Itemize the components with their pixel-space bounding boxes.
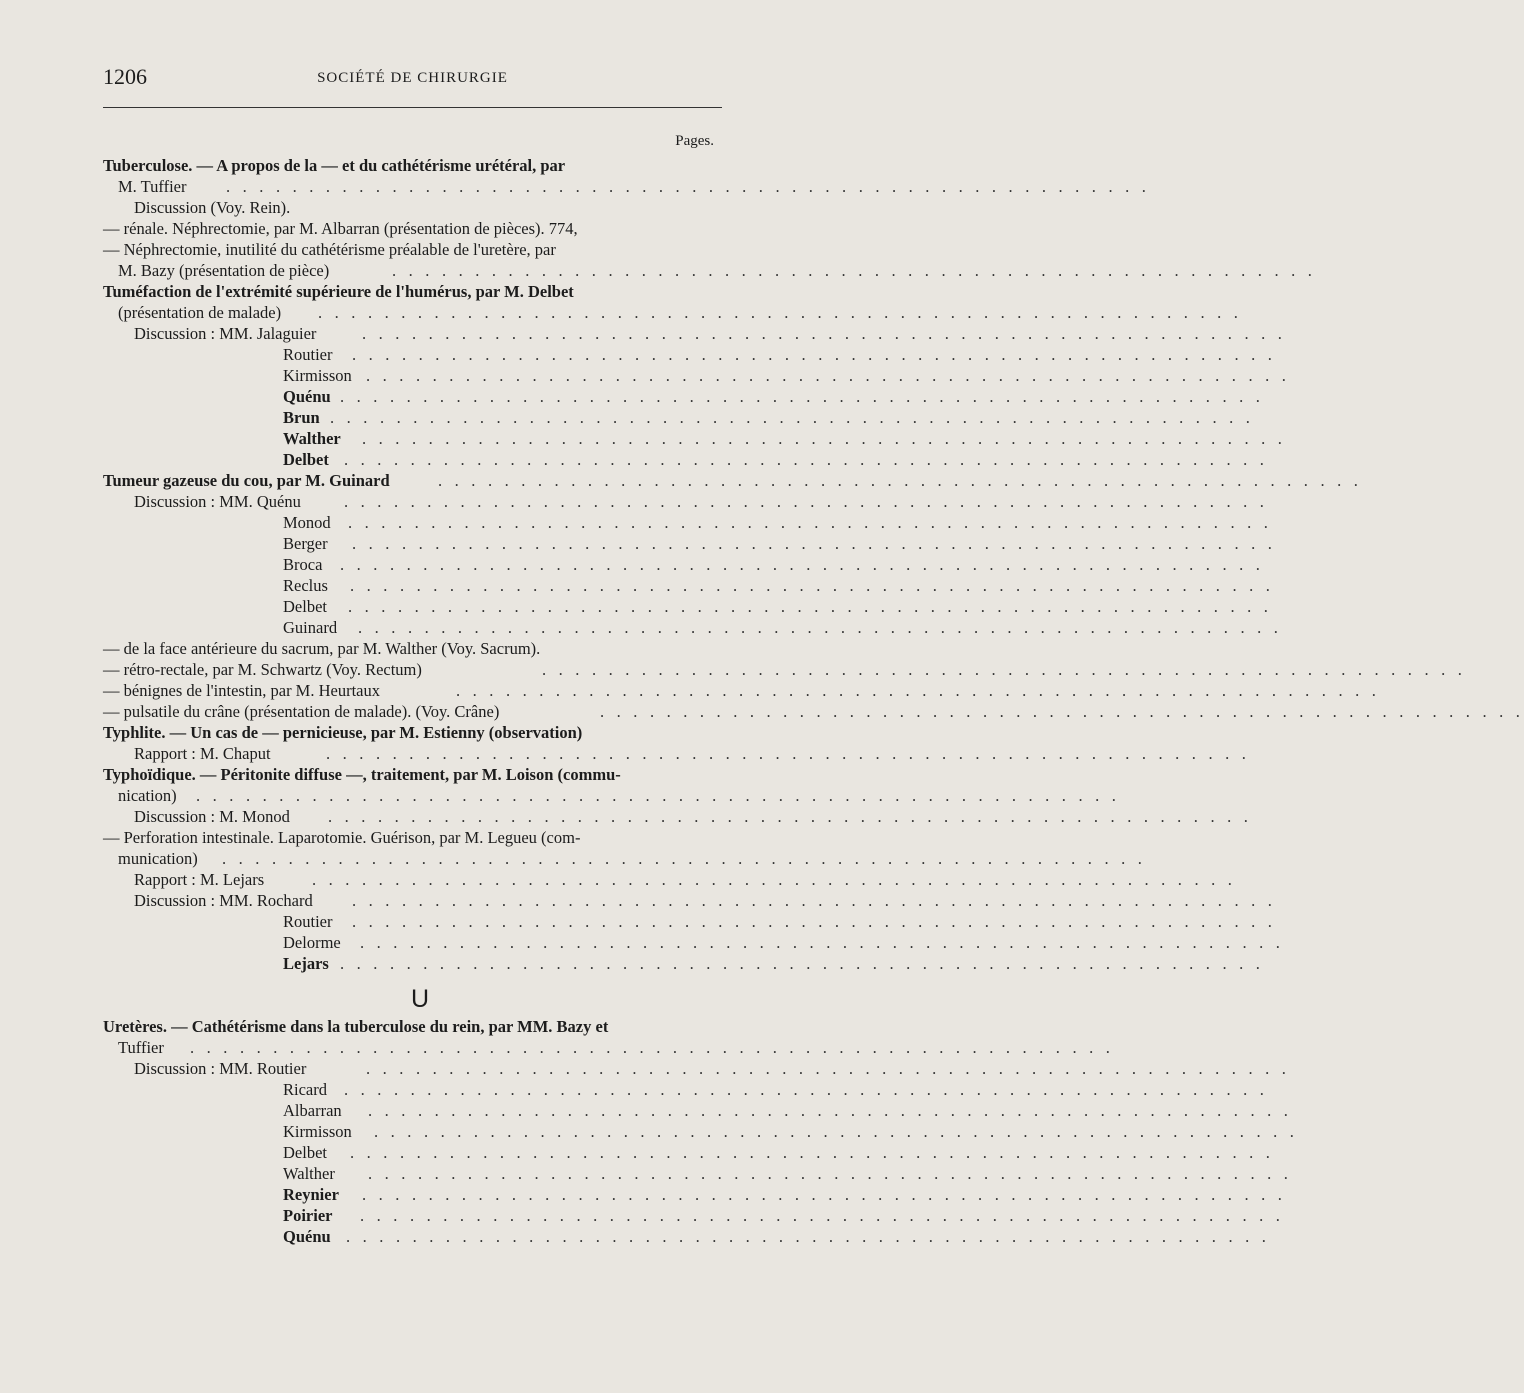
- dot-leader: . . . . . . . . . . . . . . . . . . . . . . . . . . . . . . . . . . . . . . . . . . . . . . . . . . . . . . . .: [542, 660, 1467, 679]
- dot-leader: . . . . . . . . . . . . . . . . . . . . . . . . . . . . . . . . . . . . . . . . . . . . . . . . . . . . . . . .: [366, 1059, 1291, 1078]
- entry-text: Brun: [283, 408, 320, 427]
- dot-leader: . . . . . . . . . . . . . . . . . . . . . . . . . . . . . . . . . . . . . . . . . . . . . . . . . . . . . . . .: [352, 891, 1277, 910]
- entry-text: Reclus: [283, 576, 328, 595]
- dot-leader: . . . . . . . . . . . . . . . . . . . . . . . . . . . . . . . . . . . . . . . . . . . . . . . . . . . . . . . .: [374, 1122, 1299, 1141]
- entry-text: munication): [118, 849, 198, 868]
- entry-text: Routier: [283, 345, 333, 364]
- dot-leader: . . . . . . . . . . . . . . . . . . . . . . . . . . . . . . . . . . . . . . . . . . . . . . . . . . . . . . . .: [368, 1164, 1293, 1183]
- entry-text: Discussion : M. Monod: [134, 807, 290, 826]
- entry-text: — Néphrectomie, inutilité du cathétérisme préalable de l'uretère, par: [103, 240, 556, 259]
- dot-leader: . . . . . . . . . . . . . . . . . . . . . . . . . . . . . . . . . . . . . . . . . . . . . . . . . . . . . . . .: [362, 429, 1287, 448]
- entry-text: Guinard: [283, 618, 338, 637]
- dot-leader: . . . . . . . . . . . . . . . . . . . . . . . . . . . . . . . . . . . . . . . . . . . . . . . . . . . . . . . .: [312, 870, 1237, 889]
- dot-leader: . . . . . . . . . . . . . . . . . . . . . . . . . . . . . . . . . . . . . . . . . . . . . . . . . . . . . . . .: [358, 618, 1283, 637]
- entry-text: Monod: [283, 513, 331, 532]
- dot-leader: . . . . . . . . . . . . . . . . . . . . . . . . . . . . . . . . . . . . . . . . . . . . . . . . . . . . . . . .: [326, 744, 1251, 763]
- dot-leader: . . . . . . . . . . . . . . . . . . . . . . . . . . . . . . . . . . . . . . . . . . . . . . . . . . . . . . . .: [344, 492, 1269, 511]
- entry-text: Delbet: [283, 1143, 327, 1162]
- header-rule: [103, 107, 722, 108]
- entry-text: Reynier: [283, 1185, 339, 1204]
- entry-text: Kirmisson: [283, 1122, 352, 1141]
- entry-text: Broca: [283, 555, 323, 574]
- entry-text: Discussion : MM. Routier: [134, 1059, 307, 1078]
- dot-leader: . . . . . . . . . . . . . . . . . . . . . . . . . . . . . . . . . . . . . . . . . . . . . . . . . . . . . . . .: [328, 807, 1253, 826]
- entry-text: — Perforation intestinale. Laparotomie. Guérison, par M. Legueu (com-: [103, 828, 581, 847]
- entry-text: Rapport : M. Lejars: [134, 870, 265, 889]
- entry-text: — pulsatile du crâne (présentation de malade). (Voy. Crâne): [103, 702, 500, 721]
- entry-text: Albarran: [283, 1101, 342, 1120]
- entry-text: Delorme: [283, 933, 341, 952]
- dot-leader: . . . . . . . . . . . . . . . . . . . . . . . . . . . . . . . . . . . . . . . . . . . . . . . . . . . . . . . .: [352, 912, 1277, 931]
- dot-leader: . . . . . . . . . . . . . . . . . . . . . . . . . . . . . . . . . . . . . . . . . . . . . . . . . . . . . . . .: [346, 1227, 1271, 1246]
- dot-leader: . . . . . . . . . . . . . . . . . . . . . . . . . . . . . . . . . . . . . . . . . . . . . . . . . . . . . . . .: [340, 555, 1265, 574]
- dot-leader: . . . . . . . . . . . . . . . . . . . . . . . . . . . . . . . . . . . . . . . . . . . . . . . . . . . . . . . .: [350, 576, 1275, 595]
- dot-leader: . . . . . . . . . . . . . . . . . . . . . . . . . . . . . . . . . . . . . . . . . . . . . . . . . . . . . . . .: [600, 702, 1524, 721]
- entry-text: Discussion : MM. Quénu: [134, 492, 301, 511]
- dot-leader: . . . . . . . . . . . . . . . . . . . . . . . . . . . . . . . . . . . . . . . . . . . . . . . . . . . . . . . .: [360, 1206, 1285, 1225]
- dot-leader: . . . . . . . . . . . . . . . . . . . . . . . . . . . . . . . . . . . . . . . . . . . . . . . . . . . . . . . .: [318, 303, 1243, 322]
- pages-column-label: Pages.: [675, 133, 714, 149]
- dot-leader: . . . . . . . . . . . . . . . . . . . . . . . . . . . . . . . . . . . . . . . . . . . . . . . . . . . . . . . .: [392, 261, 1317, 280]
- entry-text: Berger: [283, 534, 328, 553]
- entry-text: (présentation de malade): [118, 303, 282, 322]
- dot-leader: . . . . . . . . . . . . . . . . . . . . . . . . . . . . . . . . . . . . . . . . . . . . . . . . . . . . . . . .: [350, 1143, 1275, 1162]
- entry-text: Rapport : M. Chaput: [134, 744, 271, 763]
- entry-text: Tuberculose. — A propos de la — et du cathétérisme urétéral, par: [103, 156, 566, 175]
- entry-text: Routier: [283, 912, 333, 931]
- entry-text: Lejars: [283, 954, 329, 973]
- dot-leader: . . . . . . . . . . . . . . . . . . . . . . . . . . . . . . . . . . . . . . . . . . . . . . . . . . . . . . . .: [352, 534, 1277, 553]
- entry-text: Tumeur gazeuse du cou, par M. Guinard: [103, 471, 390, 490]
- entry-text: — de la face antérieure du sacrum, par M. Walther (Voy. Sacrum).: [103, 639, 541, 658]
- running-title: SOCIÉTÉ DE CHIRURGIE: [317, 70, 508, 86]
- dot-leader: . . . . . . . . . . . . . . . . . . . . . . . . . . . . . . . . . . . . . . . . . . . . . . . . . . . . . . . .: [368, 1101, 1293, 1120]
- page-number: 1206: [103, 64, 147, 89]
- section-letter-heading: U: [410, 985, 430, 1013]
- dot-leader: . . . . . . . . . . . . . . . . . . . . . . . . . . . . . . . . . . . . . . . . . . . . . . . . . . . . . . . .: [362, 324, 1287, 343]
- entry-text: Delbet: [283, 597, 327, 616]
- entry-text: Ricard: [283, 1080, 327, 1099]
- dot-leader: . . . . . . . . . . . . . . . . . . . . . . . . . . . . . . . . . . . . . . . . . . . . . . . . . . . . . . . .: [362, 1185, 1287, 1204]
- dot-leader: . . . . . . . . . . . . . . . . . . . . . . . . . . . . . . . . . . . . . . . . . . . . . . . . . . . . . . . .: [360, 933, 1285, 952]
- entry-text: — rétro-rectale, par M. Schwartz (Voy. Rectum): [103, 660, 422, 679]
- entry-text: Delbet: [283, 450, 329, 469]
- entry-text: Discussion (Voy. Rein).: [134, 198, 291, 217]
- dot-leader: . . . . . . . . . . . . . . . . . . . . . . . . . . . . . . . . . . . . . . . . . . . . . . . . . . . . . . . .: [330, 408, 1255, 427]
- entry-text: M. Bazy (présentation de pièce): [118, 261, 330, 280]
- dot-leader: . . . . . . . . . . . . . . . . . . . . . . . . . . . . . . . . . . . . . . . . . . . . . . . . . . . . . . . .: [226, 177, 1151, 196]
- dot-leader: . . . . . . . . . . . . . . . . . . . . . . . . . . . . . . . . . . . . . . . . . . . . . . . . . . . . . . . .: [190, 1038, 1115, 1057]
- dot-leader: . . . . . . . . . . . . . . . . . . . . . . . . . . . . . . . . . . . . . . . . . . . . . . . . . . . . . . . .: [366, 366, 1291, 385]
- entry-text: Kirmisson: [283, 366, 352, 385]
- entry-text: Quénu: [283, 387, 331, 406]
- dot-leader: . . . . . . . . . . . . . . . . . . . . . . . . . . . . . . . . . . . . . . . . . . . . . . . . . . . . . . . .: [344, 1080, 1269, 1099]
- entry-text: Quénu: [283, 1227, 331, 1246]
- entry-text: M. Tuffier: [118, 177, 187, 196]
- dot-leader: . . . . . . . . . . . . . . . . . . . . . . . . . . . . . . . . . . . . . . . . . . . . . . . . . . . . . . . .: [340, 954, 1265, 973]
- entry-text: Typhoïdique. — Péritonite diffuse —, traitement, par M. Loison (commu-: [103, 765, 621, 784]
- entry-text: Discussion : MM. Rochard: [134, 891, 313, 910]
- entry-text: Poirier: [283, 1206, 333, 1225]
- dot-leader: . . . . . . . . . . . . . . . . . . . . . . . . . . . . . . . . . . . . . . . . . . . . . . . . . . . . . . . .: [222, 849, 1147, 868]
- entry-text: — rénale. Néphrectomie, par M. Albarran (présentation de pièces). 774,: [103, 219, 578, 238]
- entry-text: Uretères. — Cathétérisme dans la tuberculose du rein, par MM. Bazy et: [103, 1017, 609, 1036]
- entry-text: nication): [118, 786, 177, 805]
- dot-leader: . . . . . . . . . . . . . . . . . . . . . . . . . . . . . . . . . . . . . . . . . . . . . . . . . . . . . . . .: [348, 513, 1273, 532]
- entry-text: Walther: [283, 429, 341, 448]
- dot-leader: . . . . . . . . . . . . . . . . . . . . . . . . . . . . . . . . . . . . . . . . . . . . . . . . . . . . . . . .: [352, 345, 1277, 364]
- entry-text: Tuffier: [118, 1038, 164, 1057]
- page-header: [103, 64, 722, 94]
- dot-leader: . . . . . . . . . . . . . . . . . . . . . . . . . . . . . . . . . . . . . . . . . . . . . . . . . . . . . . . .: [456, 681, 1381, 700]
- dot-leader: . . . . . . . . . . . . . . . . . . . . . . . . . . . . . . . . . . . . . . . . . . . . . . . . . . . . . . . .: [438, 471, 1363, 490]
- dot-leader: . . . . . . . . . . . . . . . . . . . . . . . . . . . . . . . . . . . . . . . . . . . . . . . . . . . . . . . .: [344, 450, 1269, 469]
- entry-text: — bénignes de l'intestin, par M. Heurtaux: [103, 681, 380, 700]
- entry-text: Discussion : MM. Jalaguier: [134, 324, 317, 343]
- dot-leader: . . . . . . . . . . . . . . . . . . . . . . . . . . . . . . . . . . . . . . . . . . . . . . . . . . . . . . . .: [348, 597, 1273, 616]
- dot-leader: . . . . . . . . . . . . . . . . . . . . . . . . . . . . . . . . . . . . . . . . . . . . . . . . . . . . . . . .: [196, 786, 1121, 805]
- entry-text: Typhlite. — Un cas de — pernicieuse, par M. Estienny (observation): [103, 723, 583, 742]
- entry-text: Walther: [283, 1164, 335, 1183]
- dot-leader: . . . . . . . . . . . . . . . . . . . . . . . . . . . . . . . . . . . . . . . . . . . . . . . . . . . . . . . .: [340, 387, 1265, 406]
- entry-text: Tuméfaction de l'extrémité supérieure de l'humérus, par M. Delbet: [103, 282, 574, 301]
